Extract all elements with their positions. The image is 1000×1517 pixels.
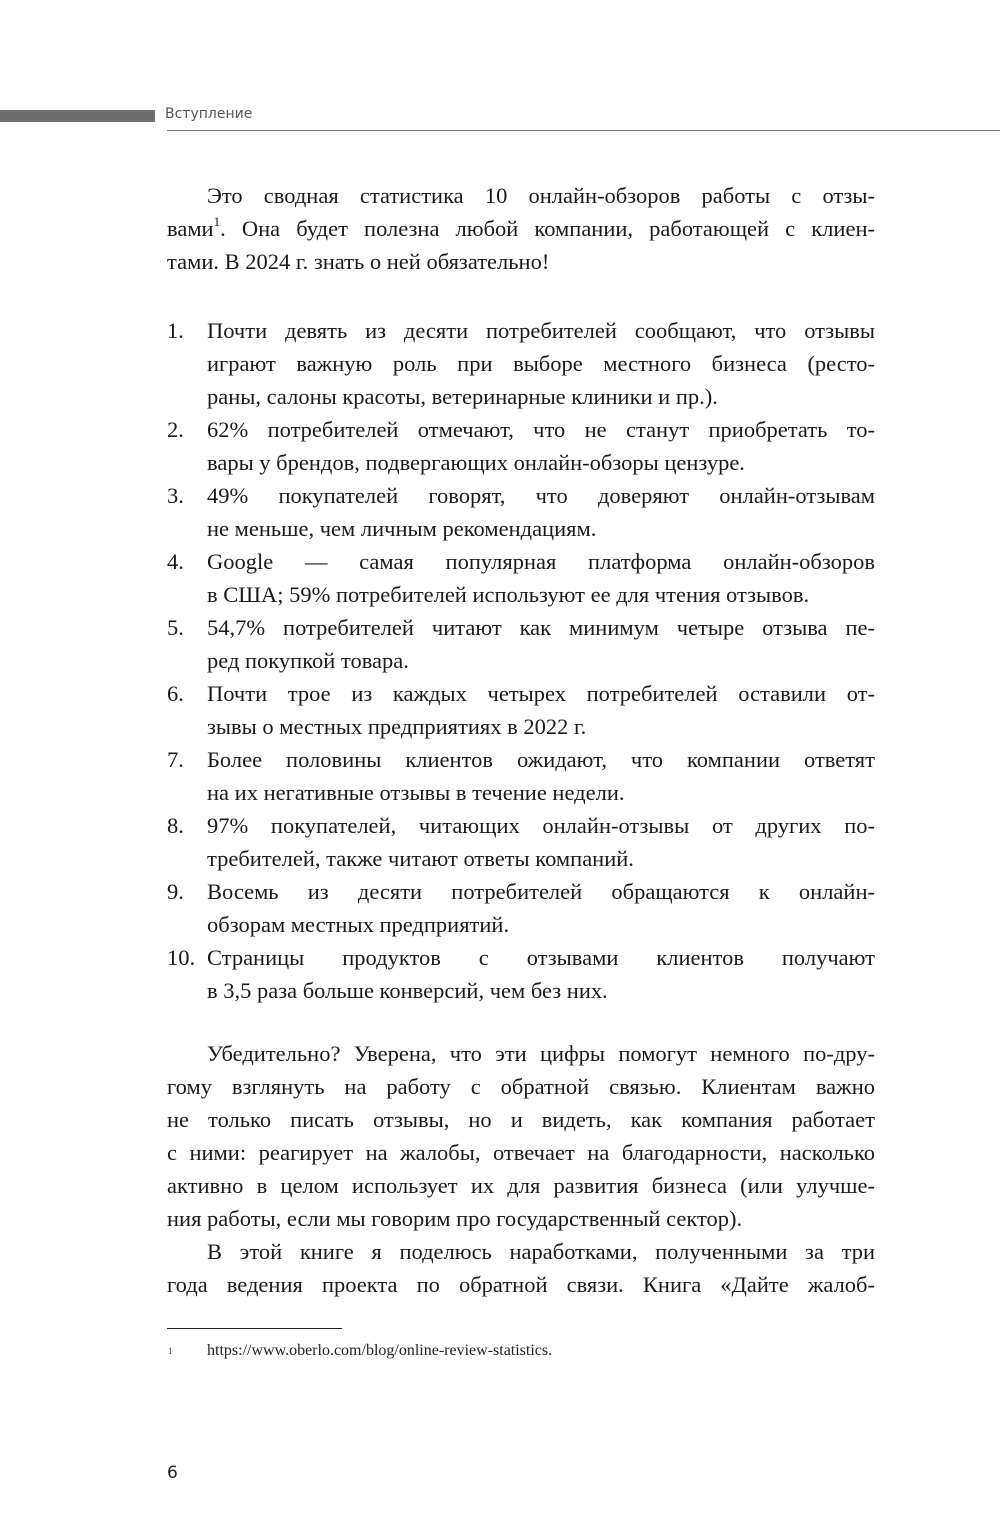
text-line: Google — самая популярная платформа онлайн-обзоров	[207, 549, 875, 574]
list-item	[167, 875, 875, 941]
text-line: Более половины клиентов ожидают, что компании ответят	[207, 747, 875, 772]
list-item-number: 4.	[167, 549, 184, 574]
text-line: требителей, также читают ответы компаний.	[207, 846, 634, 871]
footnote-rule	[167, 1328, 342, 1329]
footnote-link[interactable]: https://www.oberlo.com/blog/online-review-statistics.	[207, 1342, 553, 1359]
list-item-number: 8.	[167, 813, 184, 838]
text-line	[167, 212, 875, 245]
text-line: с ними: реагирует на жалобы, отвечает на благодарности, насколько	[167, 1140, 875, 1165]
list-item	[167, 545, 875, 611]
text-line: в 3,5 раза больше конверсий, чем без них.	[207, 978, 608, 1003]
text-line: ред покупкой товара.	[207, 648, 409, 673]
footnote-ref[interactable]: 1	[213, 214, 221, 229]
text-line: в США; 59% потребителей используют ее для чтения отзывов.	[207, 582, 810, 607]
list-item	[167, 743, 875, 809]
text-line: Это сводная статистика 10 онлайн-обзоров работы с отзы-	[207, 183, 875, 208]
list-item-number: 3.	[167, 483, 184, 508]
text-line: 97% покупателей, читающих онлайн-отзывы от других по-	[207, 813, 875, 838]
list-item-number: 7.	[167, 747, 184, 772]
list-item	[167, 809, 875, 875]
text-line: Почти девять из десяти потребителей сообщают, что отзывы	[207, 318, 875, 343]
text-line: 62% потребителей отмечают, что не станут приобретать то-	[207, 417, 875, 442]
text-line: года ведения проекта по обратной связи. Книга «Дайте жалоб-	[167, 1272, 875, 1297]
text-line: обзорам местных предприятий.	[207, 912, 510, 937]
text-line: на их негативные отзывы в течение недели.	[207, 780, 625, 805]
paragraph	[167, 1037, 875, 1235]
list-item	[167, 314, 875, 413]
list-item	[167, 413, 875, 479]
list-item-number: 6.	[167, 681, 184, 706]
text-line: гому взглянуть на работу с обратной связью. Клиентам важно	[167, 1074, 875, 1099]
text-line: раны, салоны красоты, ветеринарные клиники и пр.).	[207, 384, 718, 409]
text-line: Восемь из десяти потребителей обращаются к онлайн-	[207, 879, 875, 904]
list-item-number: 5.	[167, 615, 184, 640]
list-item	[167, 611, 875, 677]
text-line: Страницы продуктов с отзывами клиентов получают	[207, 945, 875, 970]
list-item	[167, 677, 875, 743]
text-line: ния работы, если мы говорим про государственный сектор).	[167, 1206, 743, 1231]
statistics-list	[167, 314, 875, 1007]
text-fragment: . Она будет полезна любой компании, работающей с клиен-	[220, 216, 875, 241]
list-item-number: 10.	[167, 945, 196, 970]
text-line: 54,7% потребителей читают как минимум четыре отзыва пе-	[207, 615, 875, 640]
intro-paragraph	[167, 179, 875, 278]
text-line: не только писать отзывы, но и видеть, как компания работает	[167, 1107, 875, 1132]
text-line: играют важную роль при выборе местного бизнеса (ресто-	[207, 351, 875, 376]
text-line: 49% покупателей говорят, что доверяют онлайн-отзывам	[207, 483, 875, 508]
list-item-number: 2.	[167, 417, 184, 442]
text-line: Убедительно? Уверена, что эти цифры помогут немного по-дру-	[207, 1041, 875, 1066]
section-title: Вступление	[165, 106, 253, 122]
text-line: тами. В 2024 г. знать о ней обязательно!	[167, 249, 550, 274]
list-item	[167, 479, 875, 545]
header-bar	[0, 110, 155, 122]
paragraph	[167, 1235, 875, 1301]
list-item-number: 9.	[167, 879, 184, 904]
list-item	[167, 941, 875, 1007]
text-line: зывы о местных предприятиях в 2022 г.	[207, 714, 587, 739]
text-line: вары у брендов, подвергающих онлайн-обзоры цензуре.	[207, 450, 745, 475]
page-number: 6	[167, 1463, 178, 1483]
footnote-mark: 1	[168, 1346, 173, 1356]
list-item-number: 1.	[167, 318, 184, 343]
text-line: В этой книге я поделюсь наработками, полученными за три	[207, 1239, 875, 1264]
text-fragment: вами	[167, 216, 214, 241]
text-line: активно в целом использует их для развития бизнеса (или улучше-	[167, 1173, 875, 1198]
header-rule	[167, 130, 1000, 131]
body-paragraphs	[167, 1037, 875, 1301]
text-line: не меньше, чем личным рекомендациям.	[207, 516, 597, 541]
text-line: Почти трое из каждых четырех потребителей оставили от-	[207, 681, 875, 706]
